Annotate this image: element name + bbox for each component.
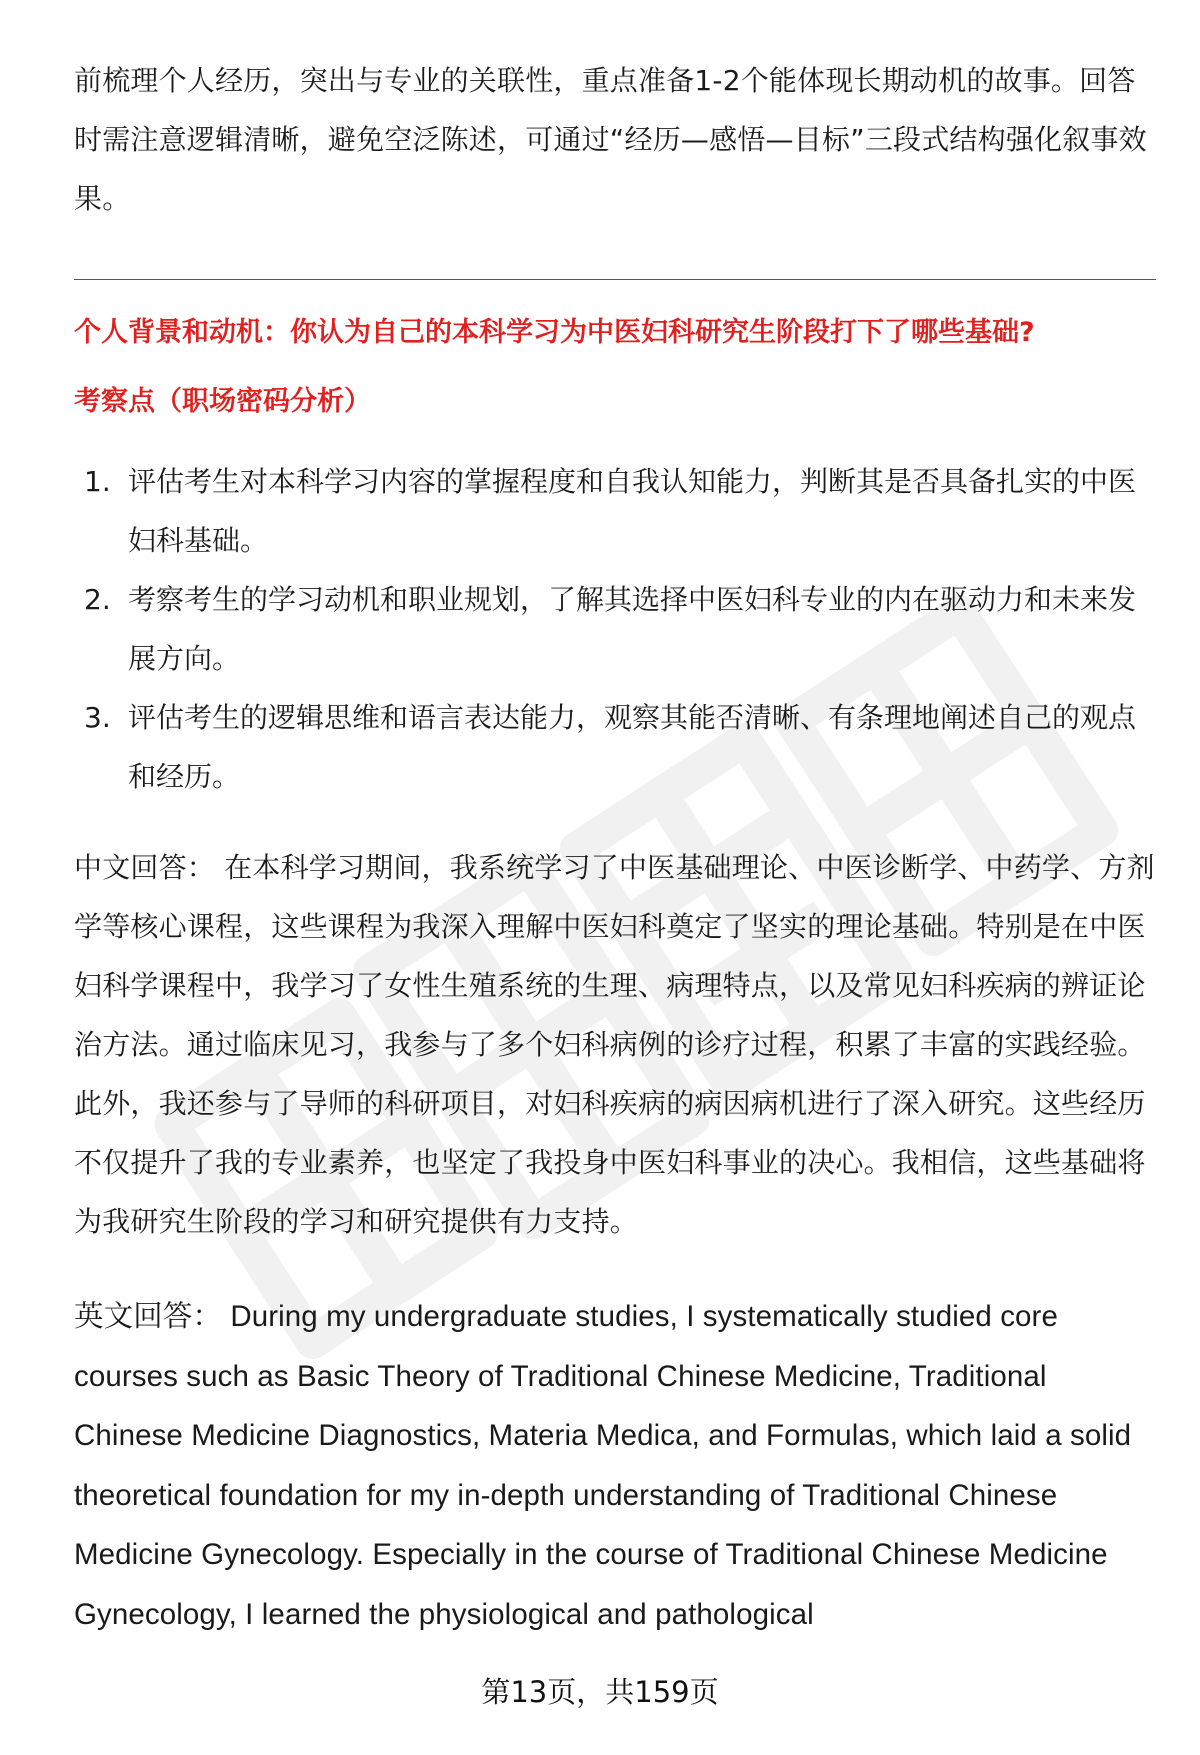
assessment-heading: 考察点（职场密码分析） — [74, 386, 371, 417]
list-item-text: 评估考生对本科学习内容的掌握程度和自我认知能力，判断其是否具备扎实的中医妇科基础。 — [128, 465, 1137, 557]
list-item — [74, 688, 1156, 806]
list-item-number: 3. — [84, 701, 111, 734]
chinese-answer-label: 中文回答： — [74, 851, 216, 884]
list-item-text: 评估考生的逻辑思维和语言表达能力，观察其能否清晰、有条理地阐述自己的观点和经历。 — [128, 701, 1137, 793]
chinese-answer-text: 在本科学习期间，我系统学习了中医基础理论、中医诊断学、中药学、方剂学等核心课程，这些课程为我深入理解中医妇科奠定了坚实的理论基础。特别是在中医妇科学课程中，我学习了女性生殖系统的生理、病理特点，以及常见妇科疾病的辨证论治方法。通过临床见习，我参与了多个妇科病例的诊疗过程，积累了丰富的实践经验。此外，我还参与了导师的科研项目，对妇科疾病的病因病机进行了深入研究。这些经历不仅提升了我的专业素养，也坚定了我投身中医妇科事业的决心。我相信，这些基础将为我研究生阶段的学习和研究提供有力支持。 — [74, 851, 1155, 1238]
list-item-text: 考察考生的学习动机和职业规划，了解其选择中医妇科专业的内在驱动力和未来发展方向。 — [128, 583, 1137, 675]
assessment-points-list — [74, 452, 1156, 806]
page-number-footer: 第13页，共159页 — [481, 1675, 719, 1709]
english-answer-text: During my undergraduate studies, I systematically studied core courses such as Basic Theory of Traditional Chinese Medicine, Traditional Chinese Medicine Diagnostics, Materia Medica, and Formulas, which laid a solid theoretical foundation for my in-depth understanding of Traditional Chinese Medicine Gynecology. Especially in the course of Traditional Chinese Medicine Gynecology, I learned the physiological and pathological — [74, 1300, 1132, 1631]
list-item-number: 2. — [84, 583, 111, 616]
list-item-number: 1. — [84, 465, 111, 498]
list-item — [74, 452, 1156, 570]
chinese-answer-paragraph — [74, 838, 1156, 1251]
english-answer-label: 英文回答： — [74, 1300, 223, 1333]
english-answer-paragraph — [74, 1287, 1156, 1644]
list-item — [74, 570, 1156, 688]
section-divider — [74, 279, 1156, 280]
question-heading: 个人背景和动机：你认为自己的本科学习为中医妇科研究生阶段打下了哪些基础? — [74, 317, 1035, 348]
intro-paragraph-tail: 前梳理个人经历，突出与专业的关联性，重点准备1-2个能体现长期动机的故事。回答时需注意逻辑清晰，避免空泛陈述，可通过“经历—感悟—目标”三段式结构强化叙事效果。 — [74, 64, 1147, 215]
